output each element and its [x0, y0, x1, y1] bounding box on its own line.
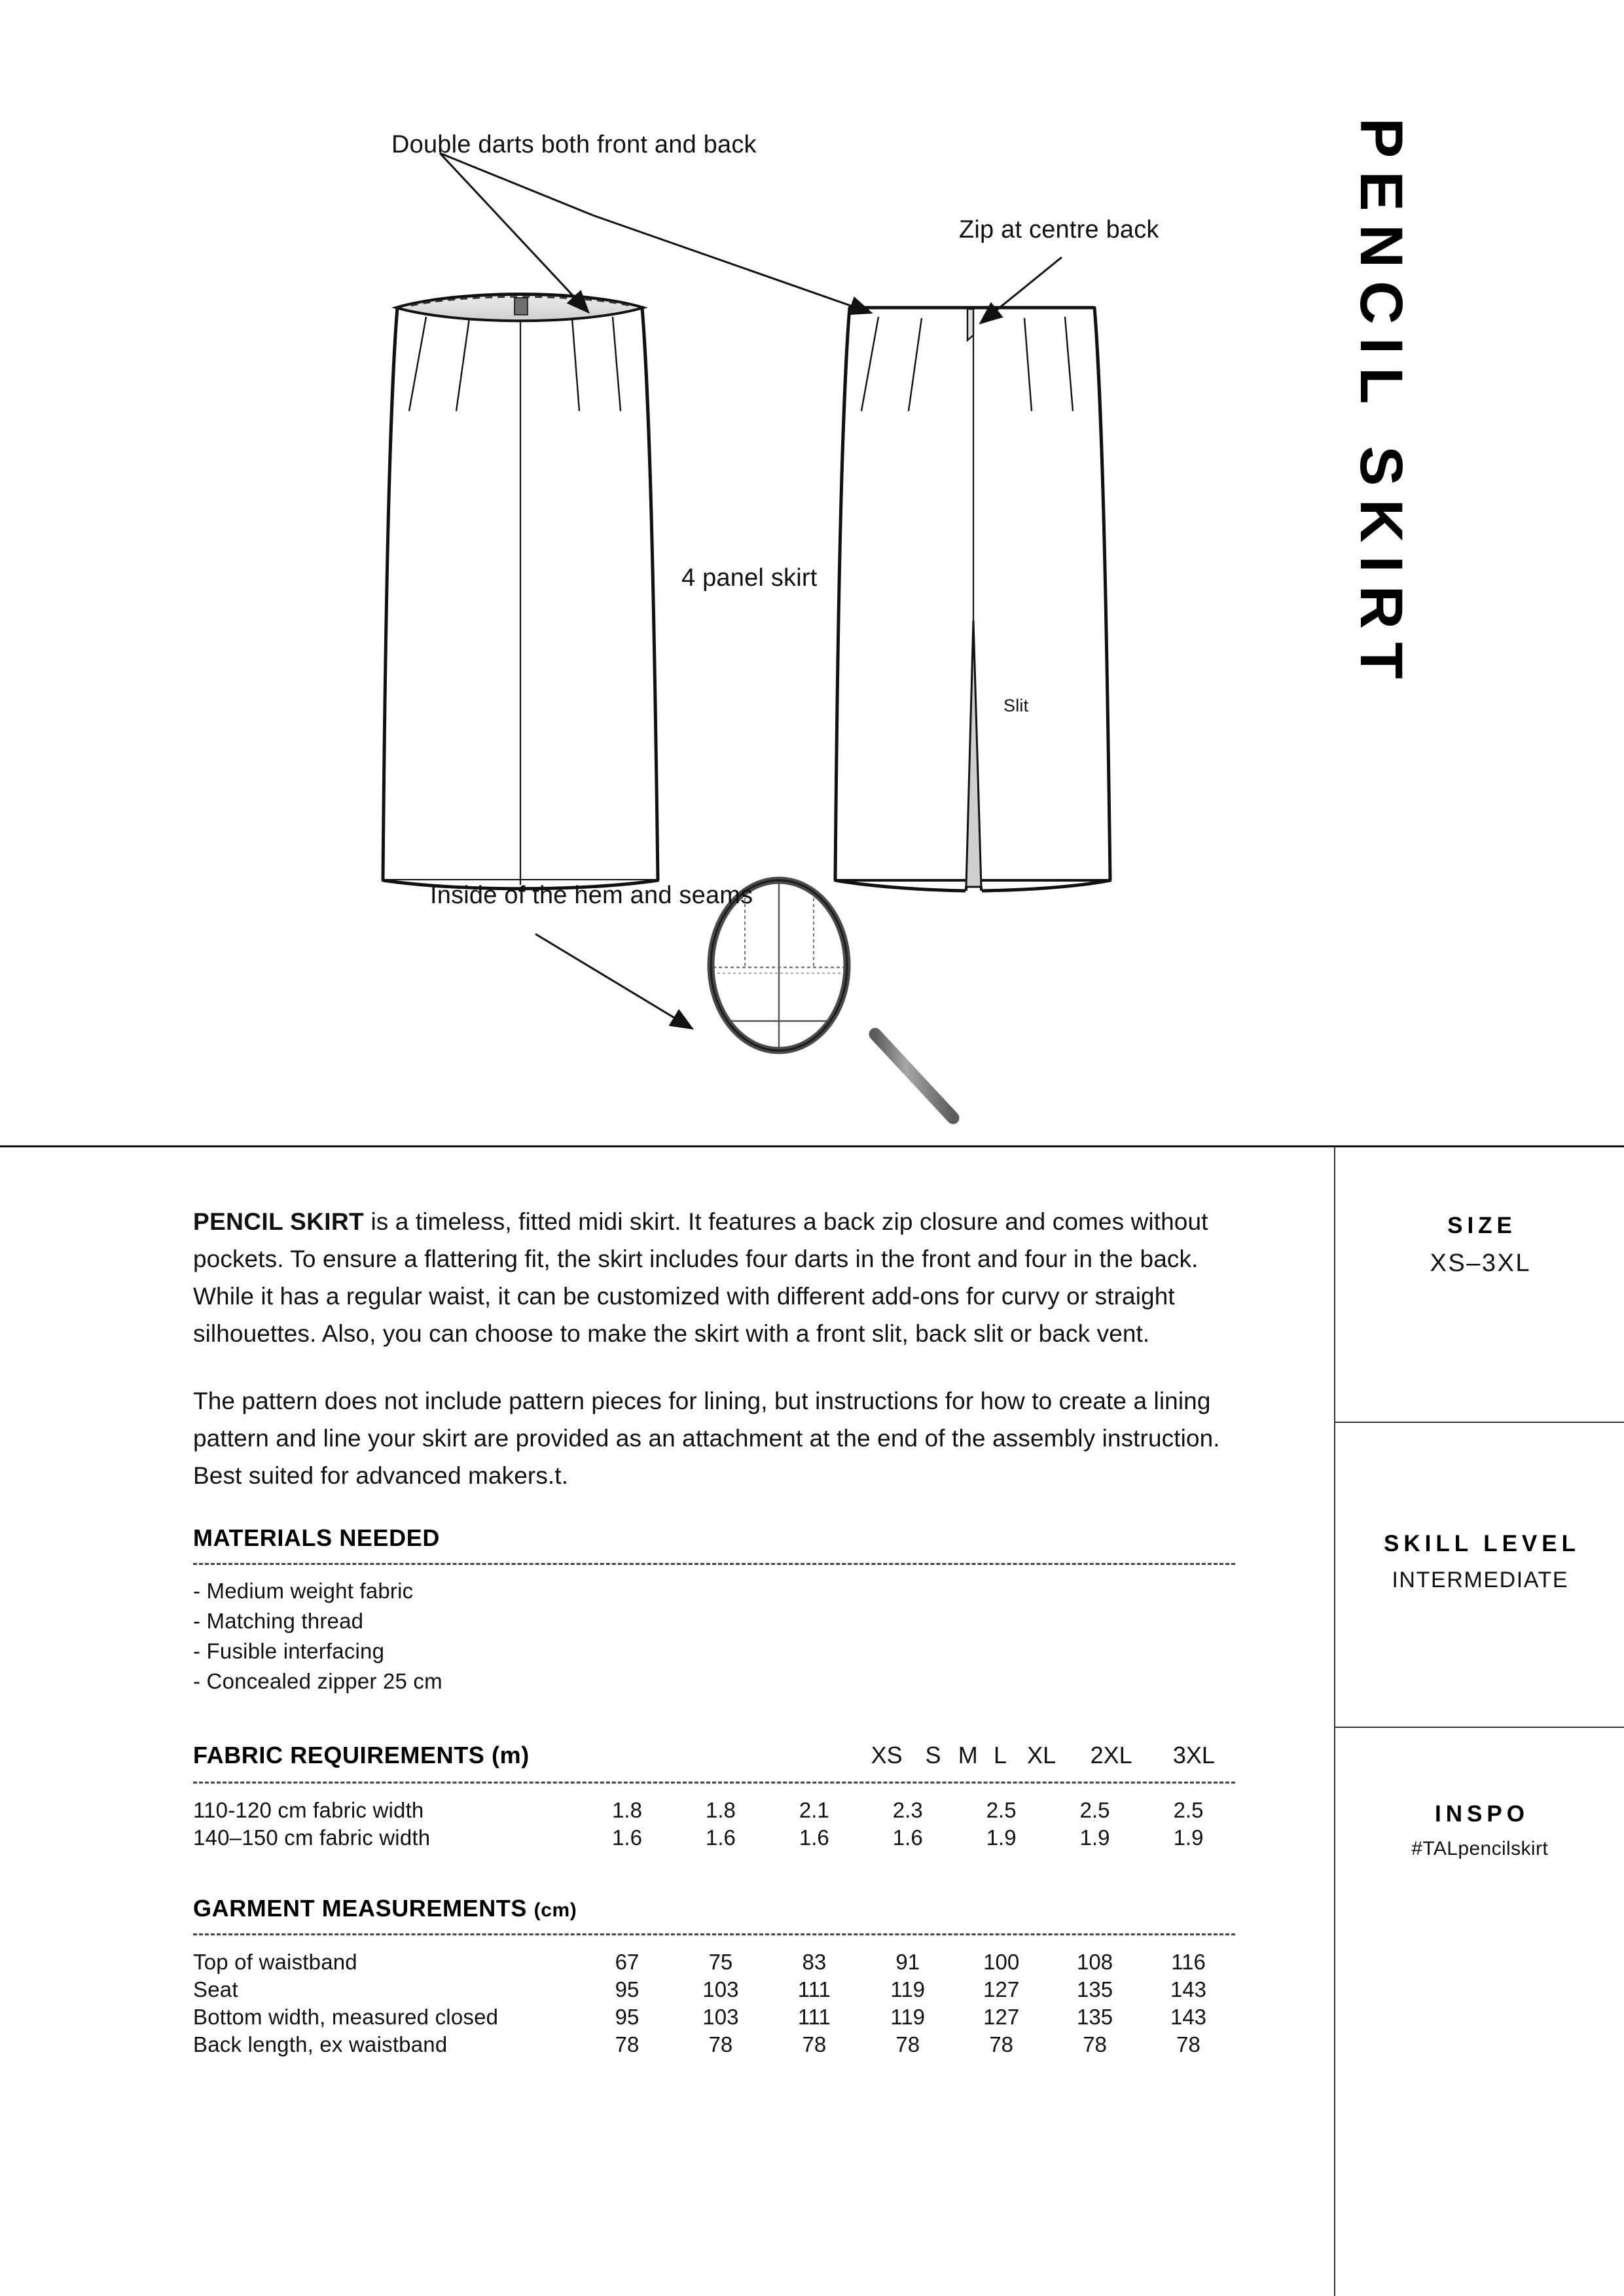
garment-measurements-table — [193, 1948, 1235, 2058]
cell: 67 — [615, 1950, 640, 1974]
garment-measurements-rule — [193, 1933, 1235, 1935]
sidebar-section-size — [1335, 1147, 1624, 1422]
description-paragraph-2: The pattern does not include pattern pieces for lining, but instructions for how to create a lining pattern and line your skirt are provided as an attachment at the end of the assembly instruction. Best suited for advanced makers.t. — [193, 1388, 1220, 1489]
cell: 127 — [983, 1977, 1020, 2001]
size-heading: SIZE — [1447, 1213, 1517, 1238]
inspo-heading: INSPO — [1435, 1801, 1529, 1827]
table-row — [193, 2031, 1235, 2058]
cell: 1.6 — [705, 1825, 736, 1850]
list-item: - Medium weight fabric — [193, 1579, 414, 1603]
cell: 2.5 — [1173, 1798, 1204, 1822]
cell: 78 — [708, 2032, 733, 2056]
table-header-row — [193, 1742, 1235, 1770]
cell: 2.1 — [799, 1798, 829, 1822]
garment-measurements-heading — [193, 1895, 1240, 1922]
sidebar-section-skill-level — [1335, 1422, 1624, 1727]
cell: 143 — [1170, 1977, 1207, 2001]
table-row — [193, 2003, 1235, 2031]
cell: 127 — [983, 2005, 1020, 2029]
cell: 78 — [615, 2032, 640, 2056]
column-header-m: M — [958, 1742, 978, 1768]
table-row — [193, 1824, 1235, 1852]
callout-inside-hem-seams: Inside of the hem and seams — [430, 882, 753, 909]
cell: 1.9 — [1173, 1825, 1204, 1850]
cell: 116 — [1171, 1950, 1206, 1974]
skill-level-value: INTERMEDIATE — [1392, 1568, 1569, 1592]
info-sidebar — [1335, 1147, 1624, 2054]
row-label: Back length, ex waistband — [193, 2032, 448, 2056]
technical-drawing — [0, 0, 1375, 1145]
fabric-requirements-heading — [193, 1742, 856, 1770]
row-label: Bottom width, measured closed — [193, 2005, 499, 2029]
list-item: - Matching thread — [193, 1609, 364, 1633]
column-header-s: S — [925, 1742, 941, 1768]
fabric-requirements-body — [193, 1797, 1235, 1852]
list-item: - Fusible interfacing — [193, 1639, 385, 1663]
cell: 100 — [983, 1950, 1020, 1974]
product-name-lead: PENCIL SKIRT — [193, 1208, 365, 1235]
description-paragraph-1 — [193, 1203, 1237, 1352]
row-label: Seat — [193, 1977, 238, 2001]
cell: 78 — [802, 2032, 827, 2056]
skirt-front-view — [383, 294, 658, 889]
cell: 111 — [797, 1977, 831, 2001]
cell: 1.6 — [892, 1825, 923, 1850]
cell: 119 — [890, 2005, 926, 2029]
row-label: Top of waistband — [193, 1950, 357, 1974]
fabric-requirements-heading-text: FABRIC REQUIREMENTS — [193, 1742, 485, 1768]
cell: 1.6 — [612, 1825, 642, 1850]
cell: 2.5 — [986, 1798, 1017, 1822]
cell: 95 — [615, 2005, 640, 2029]
cell: 135 — [1077, 1977, 1113, 2001]
callout-four-panel-skirt: 4 panel skirt — [681, 564, 818, 592]
column-header-xl: XL — [1027, 1742, 1056, 1768]
cell: 78 — [895, 2032, 920, 2056]
callout-zip-centre-back: Zip at centre back — [959, 216, 1159, 243]
row-label: 140–150 cm fabric width — [193, 1825, 431, 1850]
cell: 91 — [895, 1950, 920, 1974]
cell: 135 — [1077, 2005, 1113, 2029]
cell: 1.9 — [986, 1825, 1017, 1850]
cell: 2.5 — [1079, 1798, 1110, 1822]
description-column — [193, 1203, 1240, 2058]
description-paragraph-1-body: is a timeless, fitted midi skirt. It features a back zip closure and comes without pockets. To ensure a flattering fit, the skirt includes four darts in the front and four in the back. While it has a regular waist, it can be customized with different add-ons for curvy or straight silhouettes. Also, you can choose to make the skirt with a front slit, back slit or back vent. — [193, 1208, 1208, 1347]
fabric-requirements-rule — [193, 1782, 1235, 1784]
table-row — [193, 1948, 1235, 1976]
callout-slit: Slit — [1003, 696, 1029, 715]
garment-measurements-unit: (cm) — [533, 1899, 577, 1921]
column-header-l: L — [994, 1742, 1007, 1768]
cell: 78 — [1083, 2032, 1107, 2056]
fabric-requirements-table — [193, 1742, 1235, 1770]
cell: 1.8 — [705, 1798, 736, 1822]
cell: 78 — [1176, 2032, 1200, 2056]
materials-heading: MATERIALS NEEDED — [193, 1524, 440, 1551]
cell: 143 — [1170, 2005, 1207, 2029]
cell: 111 — [797, 2005, 831, 2029]
cell: 1.8 — [612, 1798, 642, 1822]
skill-level-heading: SKILL LEVEL — [1384, 1531, 1580, 1556]
table-row — [193, 1976, 1235, 2003]
callout-double-darts: Double darts both front and back — [391, 131, 757, 158]
cell: 75 — [708, 1950, 733, 1974]
size-value: XS–3XL — [1430, 1249, 1531, 1277]
cell: 103 — [702, 1977, 739, 2001]
cell: 78 — [989, 2032, 1013, 2056]
list-item: - Concealed zipper 25 cm — [193, 1669, 442, 1693]
materials-rule — [193, 1563, 1235, 1565]
column-header-3xl: 3XL — [1172, 1742, 1215, 1768]
materials-list — [193, 1578, 1240, 1695]
skirt-back-view — [835, 308, 1110, 891]
cell: 83 — [802, 1950, 827, 1974]
cell: 108 — [1077, 1950, 1113, 1974]
cell: 95 — [615, 1977, 640, 2001]
sidebar-section-inspo — [1335, 1727, 1624, 2054]
magnifier-icon — [707, 874, 953, 1118]
column-header-2xl: 2XL — [1090, 1742, 1132, 1768]
inspo-hashtag: #TALpencilskirt — [1411, 1838, 1549, 1859]
cell: 119 — [890, 1977, 926, 2001]
cell: 1.9 — [1079, 1825, 1110, 1850]
table-row — [193, 1797, 1235, 1824]
garment-measurements-heading-text: GARMENT MEASUREMENTS — [193, 1895, 528, 1922]
row-label: 110-120 cm fabric width — [193, 1798, 424, 1822]
cell: 1.6 — [799, 1825, 829, 1850]
fabric-requirements-unit: (m) — [492, 1742, 530, 1768]
cell: 2.3 — [892, 1798, 923, 1822]
page-title: PENCIL SKIRT — [1348, 118, 1415, 692]
column-header-xs: XS — [871, 1742, 903, 1768]
cell: 103 — [702, 2005, 739, 2029]
